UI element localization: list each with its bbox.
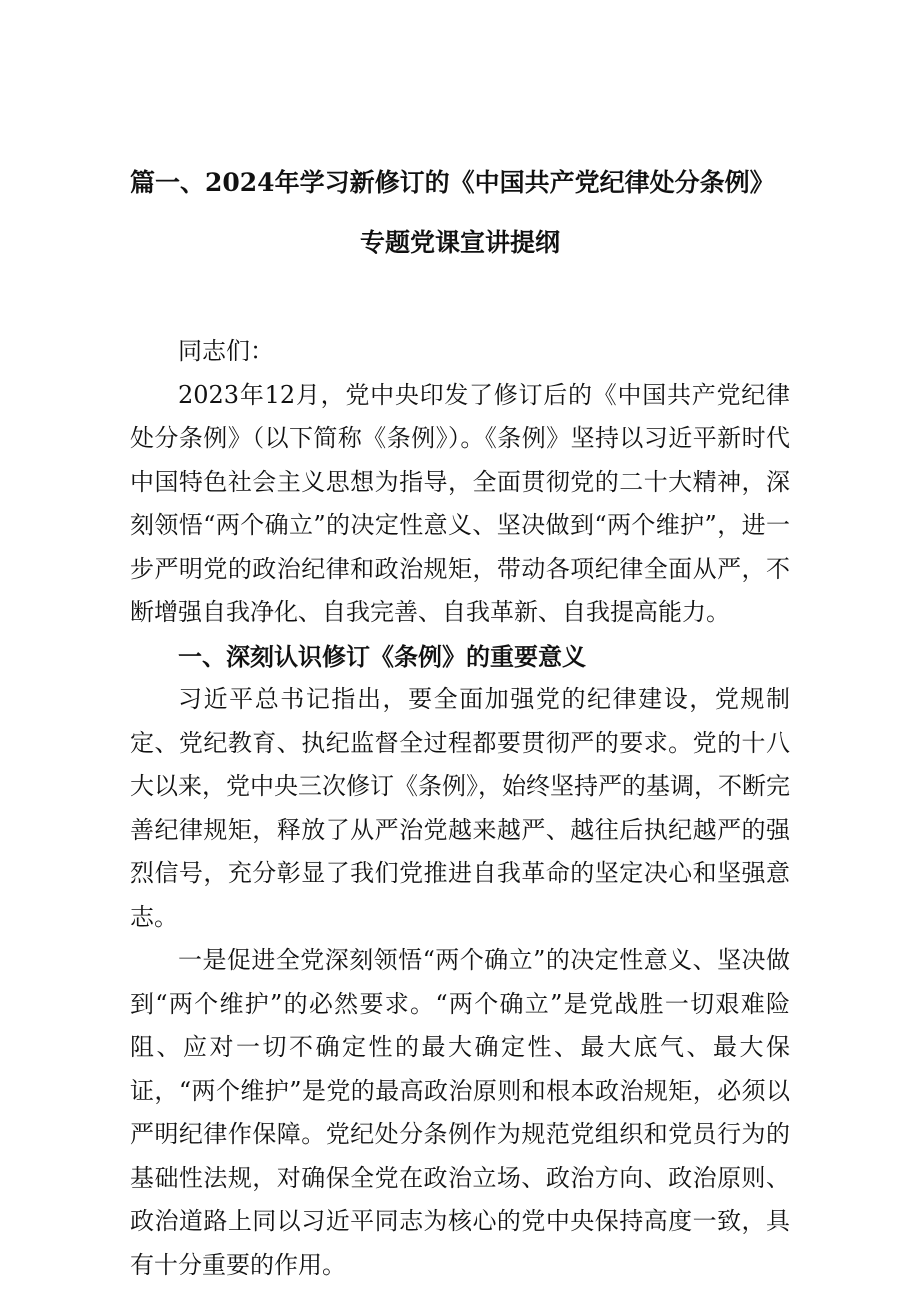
salutation: 同志们： bbox=[178, 337, 274, 365]
document-title-line-1: 篇一、2024年学习新修订的《中国共产党纪律处分条例》 bbox=[130, 168, 775, 197]
section-heading: 一、深刻认识修订《条例》的重要意义 bbox=[178, 641, 586, 671]
paragraph-section-2: 一是促进全党深刻领悟“两个确立”的决定性意义、坚决做到“两个维护”的必然要求。“两个确立”是党战胜一切艰难险阻、应对一切不确定性的最大确定性、最大底气、最大保证，“两个维护”是党的最高政治原则和根本政治规矩，必须以严明纪律作保障。党纪处分条例作为规范党组织和党员行为的基础性法规，对确保全党在政治立场、政治方向、政治原则、政治道路上同以习近平同志为核心的党中央保持高度一致，具有十分重要的作用。 bbox=[130, 946, 790, 1279]
document-body bbox=[130, 330, 790, 1287]
paragraph-intro: 2023年12月，党中央印发了修订后的《中国共产党纪律处分条例》（以下简称《条例》）。《条例》坚持以习近平新时代中国特色社会主义思想为指导，全面贯彻党的二十大精神，深刻领悟“两个确立”的决定性意义、坚决做到“两个维护”，进一步严明党的政治纪律和政治规矩，带动各项纪律全面从严，不断增强自我净化、自我完善、自我革新、自我提高能力。 bbox=[130, 380, 790, 626]
paragraph-section-1: 习近平总书记指出，要全面加强党的纪律建设，党规制定、党纪教育、执纪监督全过程都要贯彻严的要求。党的十八大以来，党中央三次修订《条例》，始终坚持严的基调，不断完善纪律规矩，释放了从严治党越来越严、越往后执纪越严的强烈信号，充分彰显了我们党推进自我革命的坚定决心和坚强意志。 bbox=[130, 685, 790, 931]
document-title-line-2: 专题党课宣讲提纲 bbox=[359, 228, 560, 257]
